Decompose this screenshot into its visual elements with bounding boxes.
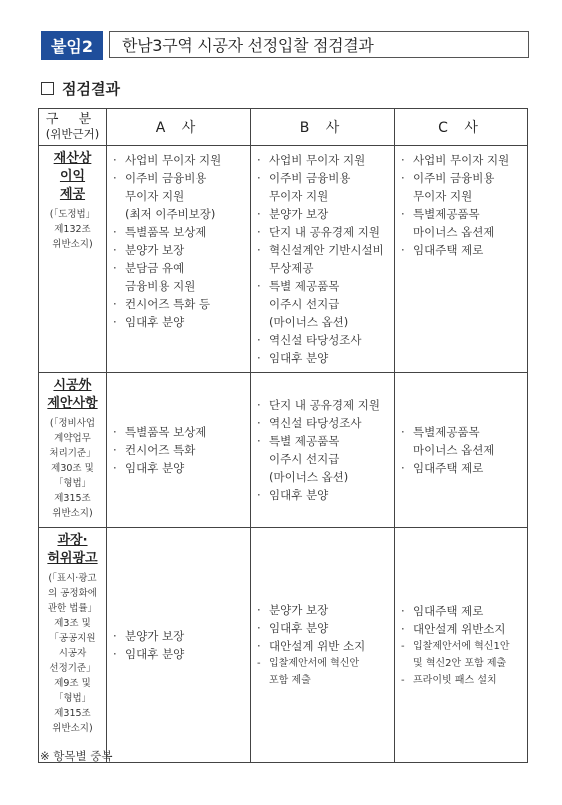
list-item [257,169,394,205]
category-title-line: 과장· [57,533,88,548]
category-title-line: 시공外 [53,378,92,393]
category-title-line: 허위광고 [47,551,98,566]
item-text-line: 프라이빗 패스 설치 [413,674,497,686]
item-text-line: 분양가 보장 [125,629,185,643]
item-text-line: 임대주택 제로 [413,243,484,257]
list-item [257,619,394,637]
item-text [269,619,394,637]
header-company-a: A 사 [107,109,251,146]
bullet-marker: - [401,674,405,686]
document-header [41,31,529,60]
item-text-line: 역신설 타당성조사 [269,416,362,430]
header-company-c: C 사 [395,109,528,146]
item-text [413,151,527,169]
item-text [269,432,394,486]
bullet-marker: · [257,207,261,221]
bullet-marker: · [257,153,261,167]
legal-basis-line: 처리기준」 [49,448,96,459]
legal-basis-line: 위반소지) [52,723,93,734]
category-title [41,377,104,413]
row-category [39,146,107,373]
list-item [401,620,527,638]
table-row [39,146,528,373]
list-item [257,637,394,655]
item-text [125,459,250,477]
item-text [413,423,527,459]
legal-basis-line: 제315조 [54,493,91,504]
list-item [113,223,250,241]
item-text-line: 임대주택 제로 [413,461,484,475]
item-text-line: 분담금 유예 [125,261,185,275]
item-text-line: 및 혁신2안 포함 제출 [413,657,507,669]
item-text [125,295,250,313]
list-item [113,259,250,295]
bullet-marker: · [113,315,117,329]
item-text [413,672,527,689]
company-b-cell [251,146,395,373]
document-title: 한남3구역 시공자 선정입찰 점검결과 [109,31,529,58]
item-text [125,627,250,645]
legal-basis-line: 제315조 [54,708,91,719]
item-text [125,223,250,241]
item-text-line: 임대후 분양 [269,351,329,365]
item-text [413,638,527,672]
item-text-line: 특별 제공품목 [269,434,340,448]
item-text [269,241,394,277]
legal-basis-line: 제3조 및 [54,618,91,629]
bullet-marker: · [401,425,405,439]
item-text [269,331,394,349]
list-item [113,441,250,459]
item-text [269,486,394,504]
item-text-line: 사업비 무이자 지원 [125,153,222,167]
legal-basis-line: 제132조 [54,224,91,235]
item-text [413,241,527,259]
list-item [401,459,527,477]
company-a-cell [107,146,251,373]
item-text [413,459,527,477]
legal-basis [41,207,104,252]
item-text [269,205,394,223]
item-text-line: 임대후 분양 [269,621,329,635]
item-text-line: 특별품목 보상제 [125,425,207,439]
item-text-line: 무이자 지원 [413,189,473,203]
legal-basis-line: 위반소지) [52,508,93,519]
company-b-cell [251,528,395,763]
list-item [113,423,250,441]
item-text-line: (마이너스 옵션) [269,470,349,484]
list-item [257,655,394,689]
item-text-line: 임대후 분양 [125,461,185,475]
category-title [41,150,104,204]
item-text-line: 마이너스 옵션제 [413,225,495,239]
table-row [39,528,528,763]
item-text-line: 특별 제공품목 [269,279,340,293]
item-text-line: 금융비용 지원 [125,279,196,293]
item-text [125,259,250,295]
item-text [269,655,394,689]
item-text-line: 무이자 지원 [269,189,329,203]
list-item [257,396,394,414]
list-item [113,151,250,169]
list-item [257,349,394,367]
item-text-line: 임대주택 제로 [413,603,484,618]
company-c-cell [395,373,528,528]
item-text-line: 단지 내 공유경제 지원 [269,398,380,412]
bullet-marker: · [113,647,117,661]
item-text-line: 임대후 분양 [125,647,185,661]
category-title-line: 이익 [59,169,86,184]
list-item [401,423,527,459]
item-text [269,277,394,331]
item-text [413,169,527,205]
item-text-line: 혁신설계안 기반시설비 [269,243,384,257]
list-item [257,205,394,223]
item-text-line: 무이자 지원 [125,189,185,203]
category-title-line: 제공 [59,187,86,202]
bullet-marker: · [113,225,117,239]
legal-basis-line: 「형법」 [53,693,92,704]
item-text-line: 입찰제안서에 혁신안 [269,658,360,669]
bullet-marker: · [113,629,117,643]
category-title-line: 재산상 [53,151,92,166]
item-text-line: (최저 이주비보장) [125,207,216,221]
list-item [113,645,250,663]
bullet-marker: · [257,333,261,347]
item-text-line: 마이너스 옵션제 [413,443,495,457]
company-c-cell [395,528,528,763]
item-text [125,441,250,459]
bullet-marker: · [113,261,117,275]
legal-basis-line: 위반소지) [52,239,93,250]
bullet-marker: · [401,243,405,257]
list-item [257,223,394,241]
header-company-b: B 사 [251,109,395,146]
legal-basis [41,416,104,521]
legal-basis-line: 제9조 및 [54,678,91,689]
list-item [113,169,250,223]
list-item [257,414,394,432]
item-text [125,645,250,663]
item-text-line: 역신설 타당성조사 [269,333,362,347]
list-item [401,151,527,169]
company-b-cell [251,373,395,528]
bullet-marker: · [401,603,405,618]
legal-basis-line: 계약업무 [54,433,91,444]
company-c-cell [395,146,528,373]
legal-basis-line: (「표시·광고 [48,573,97,584]
item-text-line: 포함 제출 [269,675,311,686]
section-heading [41,78,120,99]
item-text [269,601,394,619]
bullet-marker: · [401,153,405,167]
section-title: 점검결과 [62,80,120,98]
square-bullet-icon [41,82,54,95]
item-text-line: 사업비 무이자 지원 [413,153,510,167]
category-title-line: 제안사항 [47,396,98,411]
header-category: 구 분 (위반근거) [39,109,107,146]
item-text [125,313,250,331]
bullet-marker: · [401,621,405,636]
list-item [257,151,394,169]
item-text [269,151,394,169]
table-row [39,373,528,528]
company-a-cell [107,528,251,763]
item-text-line: 이주비 금융비용 [413,171,495,185]
bullet-marker: · [257,488,261,502]
bullet-marker: · [113,297,117,311]
category-title [41,532,104,568]
bullet-marker: · [113,171,117,185]
item-text [269,637,394,655]
list-item [113,313,250,331]
item-text-line: 특별제공품목 [413,425,480,439]
footnote: ※ 항목별 중복 [40,749,113,763]
item-text-line: 입찰제안서에 혁신1안 [413,640,510,652]
legal-basis-line: 「형법」 [53,478,92,489]
item-text-line: 단지 내 공유경제 지원 [269,225,380,239]
results-table [38,108,528,763]
item-text [413,620,527,638]
list-item [401,169,527,205]
item-text [125,169,250,223]
list-item [113,459,250,477]
item-text [269,396,394,414]
list-item [401,672,527,689]
attachment-tag: 붙임2 [41,31,103,60]
bullet-marker: · [257,434,261,448]
item-text-line: 이주비 금융비용 [269,171,351,185]
item-text-line: 대안설계 위반소지 [413,621,506,636]
legal-basis [41,571,104,736]
row-category [39,528,107,763]
bullet-marker: · [257,243,261,257]
bullet-marker: - [257,658,261,669]
bullet-marker: · [113,153,117,167]
company-a-cell [107,373,251,528]
item-text-line: 이주비 금융비용 [125,171,207,185]
bullet-marker: · [113,443,117,457]
row-category [39,373,107,528]
bullet-marker: · [257,171,261,185]
item-text-line: 분양가 보장 [269,603,329,617]
bullet-marker: · [257,398,261,412]
bullet-marker: · [257,351,261,365]
bullet-marker: · [257,603,261,617]
list-item [113,241,250,259]
bullet-marker: · [113,243,117,257]
item-text-line: 컨시어즈 특화 등 [125,297,211,311]
list-item [257,241,394,277]
list-item [257,432,394,486]
item-text-line: 분양가 보장 [125,243,185,257]
list-item [113,627,250,645]
list-item [257,277,394,331]
bullet-marker: · [113,461,117,475]
item-text-line: 대안설계 위반 소지 [269,639,366,653]
legal-basis-line: 관한 법률」 [47,603,98,614]
bullet-marker: · [257,621,261,635]
legal-basis-line: 시공자 [58,648,87,659]
item-text-line: 임대후 분양 [269,488,329,502]
item-text [269,169,394,205]
table-header-row [39,109,528,146]
bullet-marker: · [401,171,405,185]
item-text-line: 특별품목 보상제 [125,225,207,239]
item-text-line: (마이너스 옵션) [269,315,349,329]
legal-basis-line: 「공공지원 [49,633,96,644]
list-item [401,205,527,241]
item-text [413,205,527,241]
list-item [257,601,394,619]
item-text-line: 사업비 무이자 지원 [269,153,366,167]
legal-basis-line: 선정기준」 [49,663,96,674]
bullet-marker: · [401,207,405,221]
item-text-line: 이주시 선지급 [269,452,340,466]
bullet-marker: · [257,225,261,239]
bullet-marker: - [401,640,405,652]
list-item [401,602,527,620]
item-text [125,151,250,169]
bullet-marker: · [401,461,405,475]
legal-basis-line: (「도정법」 [49,209,96,220]
item-text [413,602,527,620]
bullet-marker: · [113,425,117,439]
bullet-marker: · [257,639,261,653]
list-item [257,331,394,349]
item-text-line: 임대후 분양 [125,315,185,329]
item-text-line: 특별제공품목 [413,207,480,221]
item-text-line: 이주시 선지급 [269,297,340,311]
list-item [257,486,394,504]
item-text-line: 분양가 보장 [269,207,329,221]
item-text [125,423,250,441]
list-item [401,638,527,672]
bullet-marker: · [257,416,261,430]
item-text-line: 무상제공 [269,261,314,275]
item-text [269,349,394,367]
item-text [125,241,250,259]
item-text-line: 컨시어즈 특화 [125,443,196,457]
legal-basis-line: 의 공정화에 [48,588,97,599]
item-text [269,414,394,432]
item-text [269,223,394,241]
legal-basis-line: (「정비사업 [49,418,96,429]
list-item [113,295,250,313]
legal-basis-line: 제30조 및 [51,463,94,474]
bullet-marker: · [257,279,261,293]
list-item [401,241,527,259]
